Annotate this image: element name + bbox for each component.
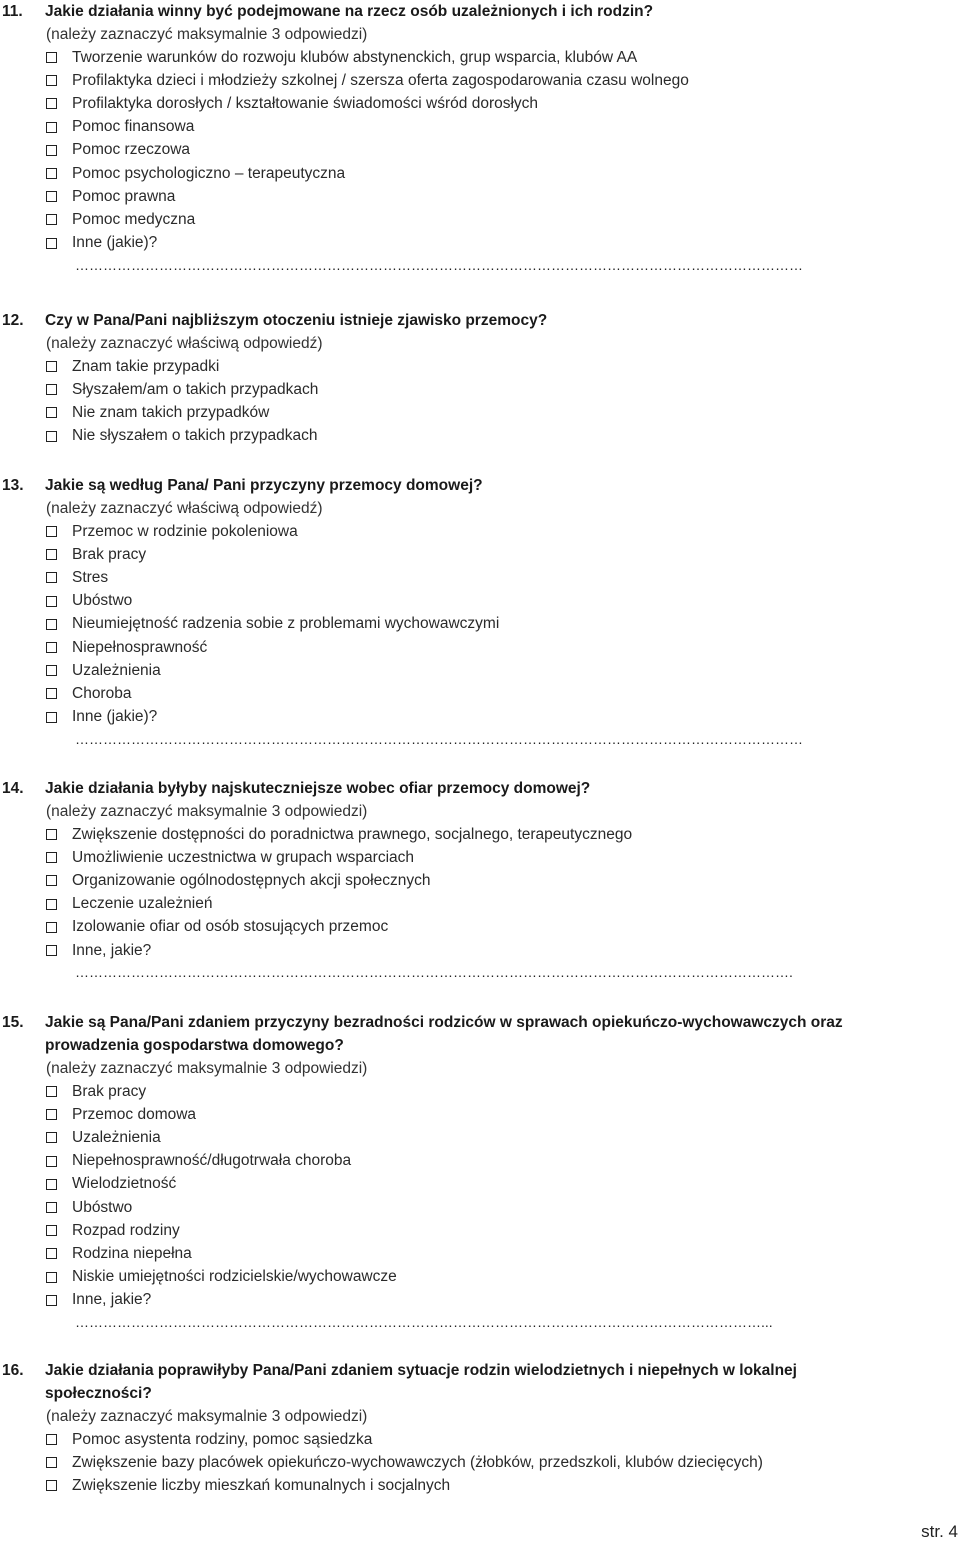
question-11 — [0, 0, 960, 275]
checkbox-icon[interactable] — [46, 526, 57, 537]
checkbox-icon[interactable] — [46, 1132, 57, 1143]
checkbox-icon[interactable] — [46, 712, 57, 723]
checkbox-icon[interactable] — [46, 665, 57, 676]
answer-option[interactable] — [46, 1451, 960, 1474]
answer-option-label: Rozpad rodziny — [72, 1221, 180, 1239]
answer-option[interactable] — [46, 520, 960, 543]
checkbox-icon[interactable] — [46, 75, 57, 86]
question-header — [0, 777, 960, 800]
checkbox-icon[interactable] — [46, 122, 57, 133]
question-header — [0, 0, 960, 23]
answer-option[interactable] — [46, 1126, 960, 1149]
answer-option[interactable] — [46, 425, 960, 448]
answer-option[interactable] — [46, 46, 960, 69]
question-title: Czy w Pana/Pani najbliższym otoczeniu istnieje zjawisko przemocy? — [45, 312, 548, 329]
question-number: 15. — [2, 1014, 24, 1031]
answer-option[interactable] — [46, 355, 960, 378]
answer-option-label: Umożliwienie uczestnictwa w grupach wsparciach — [72, 848, 414, 866]
answer-option-label: Ubóstwo — [72, 1198, 133, 1216]
question-header — [0, 309, 960, 332]
question-title: Jakie działania byłyby najskuteczniejsze wobec ofiar przemocy domowej? — [45, 780, 591, 797]
checkbox-icon[interactable] — [46, 191, 57, 202]
answer-option[interactable] — [46, 185, 960, 208]
answer-option-label: Tworzenie warunków do rozwoju klubów abstynenckich, grup wsparcia, klubów AA — [72, 48, 638, 66]
answer-option[interactable] — [46, 543, 960, 566]
question-15 — [0, 1011, 960, 1332]
question-instruction: (należy zaznaczyć maksymalnie 3 odpowiedzi) — [46, 26, 368, 43]
checkbox-icon[interactable] — [46, 145, 57, 156]
answer-option-label: Brak pracy — [72, 545, 147, 563]
answer-option-label: Inne, jakie? — [72, 1291, 152, 1309]
answer-option[interactable] — [46, 939, 960, 962]
checkbox-icon[interactable] — [46, 1225, 57, 1236]
checkbox-icon[interactable] — [46, 1434, 57, 1445]
answer-option-label: Stres — [72, 568, 109, 586]
checkbox-icon[interactable] — [46, 688, 57, 699]
checkbox-icon[interactable] — [46, 361, 57, 372]
answer-option[interactable] — [46, 69, 960, 92]
answer-option-label: Niskie umiejętności rodzicielskie/wychowawcze — [72, 1268, 397, 1286]
answer-option[interactable] — [46, 92, 960, 115]
checkbox-icon[interactable] — [46, 1457, 57, 1468]
answer-option-label: Leczenie uzależnień — [72, 895, 213, 913]
answer-option[interactable] — [46, 1219, 960, 1242]
answer-option-label: Rodzina niepełna — [72, 1244, 192, 1262]
answer-option-label: Inne (jakie)? — [72, 234, 158, 252]
checkbox-icon[interactable] — [46, 1156, 57, 1167]
checkbox-icon[interactable] — [46, 407, 57, 418]
answer-option-label: Pomoc asystenta rodziny, pomoc sąsiedzka — [72, 1430, 373, 1448]
question-instruction: (należy zaznaczyć maksymalnie 3 odpowiedzi) — [46, 1060, 368, 1077]
question-title: Jakie są Pana/Pani zdaniem przyczyny bezradności rodziców w sprawach opiekuńczo-wychowawczych oraz prowadzenia gospodarstwa domowego? — [45, 1014, 843, 1054]
answer-option-label: Pomoc finansowa — [72, 118, 195, 136]
answer-option[interactable] — [46, 1428, 960, 1451]
checkbox-icon[interactable] — [46, 596, 57, 607]
answer-option[interactable] — [46, 1242, 960, 1265]
answer-option-label: Pomoc rzeczowa — [72, 141, 191, 159]
answer-option[interactable] — [46, 208, 960, 231]
checkbox-icon[interactable] — [46, 1272, 57, 1283]
question-instruction: (należy zaznaczyć maksymalnie 3 odpowiedzi) — [46, 803, 368, 820]
answer-option-label: Zwiększenie bazy placówek opiekuńczo-wychowawczych (żłobków, przedszkoli, klubów dziecięcych) — [72, 1453, 763, 1471]
checkbox-icon[interactable] — [46, 1480, 57, 1491]
question-number: 12. — [2, 312, 24, 329]
answer-option[interactable] — [46, 1103, 960, 1126]
answer-option-label: Słyszałem/am o takich przypadkach — [72, 380, 319, 398]
question-instruction: (należy zaznaczyć właściwą odpowiedź) — [46, 500, 323, 517]
checkbox-icon[interactable] — [46, 922, 57, 933]
answer-option-label: Zwiększenie liczby mieszkań komunalnych i socjalnych — [72, 1476, 451, 1494]
answer-option-label: Brak pracy — [72, 1082, 147, 1100]
checkbox-icon[interactable] — [46, 945, 57, 956]
answer-option-label: Wielodzietność — [72, 1175, 177, 1193]
fill-in-line[interactable]: …………………………………………………………………………………………………………………………………... — [75, 1313, 773, 1330]
question-number: 11. — [2, 3, 23, 20]
question-12 — [0, 309, 960, 448]
answer-option-label: Izolowanie ofiar od osób stosujących przemoc — [72, 918, 389, 936]
answer-option[interactable] — [46, 1080, 960, 1103]
answer-option[interactable] — [46, 682, 960, 705]
fill-in-line[interactable]: ………………………………………………………………………………………………………………………………………… — [75, 730, 803, 747]
answer-option-label: Profilaktyka dzieci i młodzieży szkolnej / szersza oferta zagospodarowania czasu wolnego — [72, 71, 689, 89]
checkbox-icon[interactable] — [46, 214, 57, 225]
answer-option-label: Nieumiejętność radzenia sobie z problemami wychowawczymi — [72, 615, 500, 633]
checkbox-icon[interactable] — [46, 1086, 57, 1097]
checkbox-icon[interactable] — [46, 98, 57, 109]
answer-option[interactable] — [46, 846, 960, 869]
fill-in-line[interactable]: ………………………………………………………………………………………………………………………………………. — [75, 964, 793, 981]
checkbox-icon[interactable] — [46, 1248, 57, 1259]
page-number: str. 4 — [921, 1522, 958, 1541]
answer-option[interactable] — [46, 823, 960, 846]
answer-option[interactable] — [46, 1266, 960, 1289]
checkbox-icon[interactable] — [46, 642, 57, 653]
checkbox-icon[interactable] — [46, 829, 57, 840]
checkbox-icon[interactable] — [46, 238, 57, 249]
question-instruction: (należy zaznaczyć maksymalnie 3 odpowiedzi) — [46, 1408, 368, 1425]
answer-option-label: Znam takie przypadki — [72, 357, 220, 375]
answer-option[interactable] — [46, 636, 960, 659]
answer-option-label: Nie znam takich przypadków — [72, 403, 270, 421]
checkbox-icon[interactable] — [46, 899, 57, 910]
answer-option-label: Inne, jakie? — [72, 941, 152, 959]
question-number: 13. — [2, 477, 24, 494]
question-title: Jakie działania winny być podejmowane na rzecz osób uzależnionych i ich rodzin? — [45, 3, 654, 20]
checkbox-icon[interactable] — [46, 168, 57, 179]
checkbox-icon[interactable] — [46, 549, 57, 560]
answer-option-label: Zwiększenie dostępności do poradnictwa prawnego, socjalnego, terapeutycznego — [72, 825, 633, 843]
checkbox-icon[interactable] — [46, 431, 57, 442]
answer-option[interactable] — [46, 659, 960, 682]
answer-option[interactable] — [46, 706, 960, 729]
fill-in-line[interactable]: ………………………………………………………………………………………………………………………………………… — [75, 256, 803, 273]
answer-option-label: Przemoc domowa — [72, 1105, 197, 1123]
answer-option[interactable] — [46, 162, 960, 185]
answer-option[interactable] — [46, 869, 960, 892]
answer-option[interactable] — [46, 1196, 960, 1219]
checkbox-icon[interactable] — [46, 1109, 57, 1120]
answer-option[interactable] — [46, 893, 960, 916]
answer-option[interactable] — [46, 232, 960, 255]
answer-option[interactable] — [46, 116, 960, 139]
answer-option-label: Niepełnosprawność/długotrwała choroba — [72, 1152, 352, 1170]
answer-option[interactable] — [46, 566, 960, 589]
checkbox-icon[interactable] — [46, 384, 57, 395]
question-number: 14. — [2, 780, 24, 797]
answer-option-label: Profilaktyka dorosłych / kształtowanie świadomości wśród dorosłych — [72, 94, 539, 112]
question-13 — [0, 474, 960, 749]
answer-option-label: Pomoc prawna — [72, 187, 176, 205]
answer-option-label: Niepełnosprawność — [72, 638, 208, 656]
answer-option-label: Nie słyszałem o takich przypadkach — [72, 427, 318, 445]
question-14 — [0, 777, 960, 982]
answer-option[interactable] — [46, 378, 960, 401]
checkbox-icon[interactable] — [46, 875, 57, 886]
question-title: Jakie działania poprawiłyby Pana/Pani zdaniem sytuacje rodzin wielodzietnych i niepełnych w lokalnej społeczności? — [45, 1362, 797, 1402]
answer-option[interactable] — [46, 139, 960, 162]
checkbox-icon[interactable] — [46, 572, 57, 583]
answer-option[interactable] — [46, 590, 960, 613]
answer-option[interactable] — [46, 1150, 960, 1173]
answer-option-label: Organizowanie ogólnodostępnych akcji społecznych — [72, 871, 431, 889]
answer-option[interactable] — [46, 1173, 960, 1196]
question-title: Jakie są według Pana/ Pani przyczyny przemocy domowej? — [45, 477, 483, 494]
answer-option-label: Inne (jakie)? — [72, 708, 158, 726]
answer-option[interactable] — [46, 1474, 960, 1497]
answer-option-label: Ubóstwo — [72, 592, 133, 610]
question-instruction: (należy zaznaczyć właściwą odpowiedź) — [46, 335, 323, 352]
checkbox-icon[interactable] — [46, 1202, 57, 1213]
answer-option[interactable] — [46, 613, 960, 636]
answer-option[interactable] — [46, 1289, 960, 1312]
answer-option[interactable] — [46, 916, 960, 939]
checkbox-icon[interactable] — [46, 1179, 57, 1190]
question-header — [0, 1359, 960, 1405]
question-number: 16. — [2, 1362, 24, 1379]
answer-option-label: Pomoc psychologiczno – terapeutyczna — [72, 164, 346, 182]
checkbox-icon[interactable] — [46, 619, 57, 630]
question-header — [0, 474, 960, 497]
answer-option[interactable] — [46, 401, 960, 424]
checkbox-icon[interactable] — [46, 1295, 57, 1306]
answer-option-label: Uzależnienia — [72, 661, 161, 679]
answer-option-label: Uzależnienia — [72, 1128, 161, 1146]
checkbox-icon[interactable] — [46, 52, 57, 63]
checkbox-icon[interactable] — [46, 852, 57, 863]
question-header — [0, 1011, 960, 1057]
question-16 — [0, 1359, 960, 1498]
answer-option-label: Choroba — [72, 684, 132, 702]
answer-option-label: Przemoc w rodzinie pokoleniowa — [72, 522, 298, 540]
answer-option-label: Pomoc medyczna — [72, 210, 196, 228]
